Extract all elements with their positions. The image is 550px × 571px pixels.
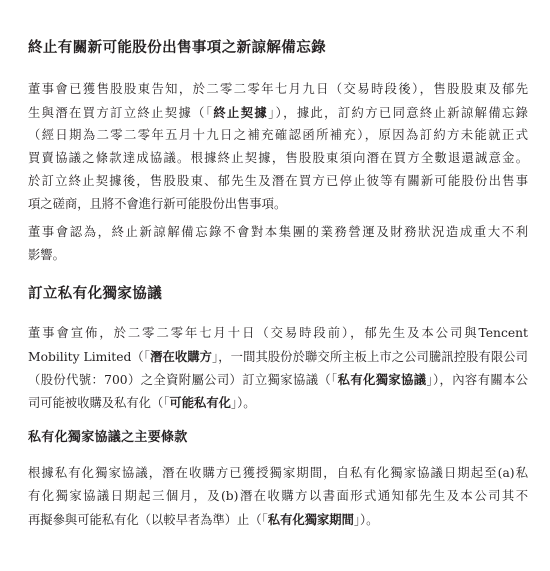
text-line bbox=[28, 508, 528, 531]
text-line: 有化獨家協議日期起三個月，及(b)潛在收購方以書面形式通知郁先生及本公司其不 bbox=[28, 489, 528, 503]
defined-term: 私有化獨家期間 bbox=[267, 512, 354, 527]
text-run: 生與潛在買方訂立終止契據（「 bbox=[28, 106, 214, 120]
text-run: 司可能被收購及私有化（「 bbox=[28, 396, 170, 410]
text-line bbox=[28, 391, 528, 414]
text-run: 」）。 bbox=[230, 396, 256, 410]
heading-privatization-agreement: 訂立私有化獨家協議 bbox=[28, 286, 163, 302]
text-line: 買賣協議之條款達成協議。根據終止契據，售股股東須向潛在買方全數退還誠意金。 bbox=[28, 151, 528, 165]
heading-key-terms: 私有化獨家協議之主要條款 bbox=[28, 430, 188, 445]
text-run: 」），據此，訂約方已同意終止新諒解備忘錄 bbox=[268, 106, 528, 120]
text-line: 項之磋商，且將不會進行新可能股份出售事項。 bbox=[28, 197, 287, 211]
text-line bbox=[28, 101, 528, 124]
text-run: 」）。 bbox=[353, 513, 379, 527]
text-line: 於訂立終止契據後，售股股東、郁先生及潛在買方已停止彼等有關新可能股份出售事 bbox=[28, 174, 528, 188]
text-run: 再擬參與可能私有化（以較早者為準）止（「 bbox=[28, 513, 268, 527]
defined-term: 可能私有化 bbox=[169, 395, 231, 410]
text-line bbox=[28, 345, 528, 368]
paragraph-privatization-agreement bbox=[28, 322, 528, 414]
defined-term: 終止契據 bbox=[213, 105, 269, 120]
text-run: （股份代號：700）之全資附屬公司）訂立獨家協議（「 bbox=[28, 373, 338, 387]
text-line: 董事會已獲售股股東告知，於二零二零年七月九日（交易時段後），售股股東及郁先 bbox=[28, 82, 528, 96]
paragraph-exclusivity-period bbox=[28, 462, 528, 531]
text-line: 董事會宣佈，於二零二零年七月十日（交易時段前），郁先生及本公司與Tencent bbox=[28, 326, 528, 340]
text-run: Mobility Limited（「 bbox=[28, 350, 151, 364]
defined-term: 潛在收購方 bbox=[150, 349, 213, 364]
text-line bbox=[28, 368, 528, 391]
text-run: 」），內容有關本公 bbox=[426, 373, 528, 387]
paragraph-no-adverse-impact bbox=[28, 221, 528, 267]
text-line: 根據私有化獨家協議，潛在收購方已獲授獨家期間，自私有化獨家協議日期起至(a)私 bbox=[28, 466, 528, 480]
defined-term: 私有化獨家協議 bbox=[337, 372, 427, 387]
text-run: 」，一間其股份於聯交所主板上市之公司騰訊控股有限公司 bbox=[212, 350, 528, 364]
text-line: （經日期為二零二零年五月十九日之補充確認函所補充），原因為訂約方未能就正式 bbox=[28, 128, 528, 142]
text-line: 董事會認為，終止新諒解備忘錄不會對本集團的業務營運及財務狀況造成重大不利 bbox=[28, 225, 528, 239]
text-line: 影響。 bbox=[28, 248, 65, 262]
heading-termination: 終止有關新可能股份出售事項之新諒解備忘錄 bbox=[28, 40, 326, 56]
paragraph-termination bbox=[28, 78, 528, 216]
